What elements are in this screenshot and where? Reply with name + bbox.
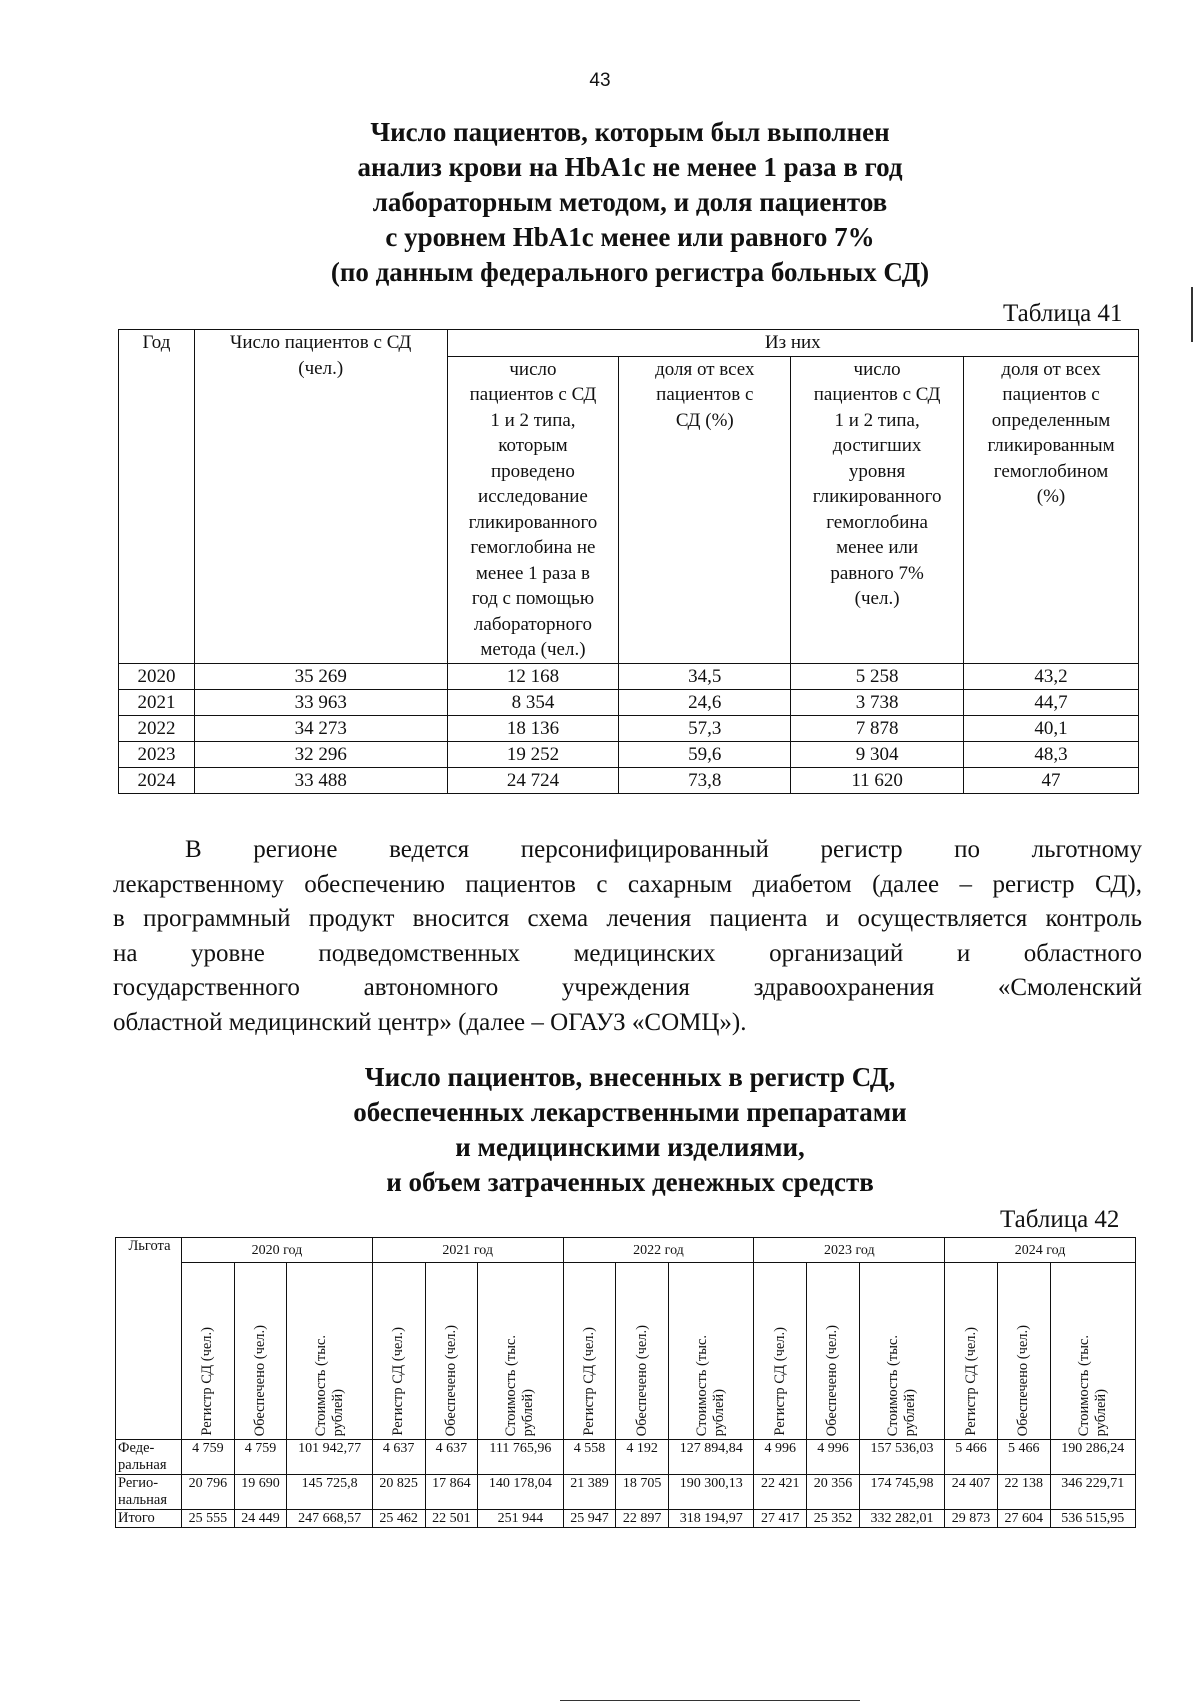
table-cell: 190 286,24 [1050,1440,1135,1475]
table-cell: 22 138 [997,1475,1050,1510]
table-cell: 536 515,95 [1050,1510,1135,1528]
header-total-patients: Число пациентов с СД (чел.) [194,330,447,664]
table-cell: 5 258 [791,663,964,689]
table-cell: 4 996 [807,1440,860,1475]
vertical-subheader: Обеспечено (чел.) [616,1263,669,1440]
table-cell: 2023 [119,741,195,767]
table-cell: 4 996 [754,1440,807,1475]
table-cell: 34 273 [194,715,447,741]
table-cell: 332 282,01 [859,1510,944,1528]
table-cell: 25 462 [372,1510,425,1528]
table41-caption: Таблица 41 [1003,300,1123,327]
table-cell: 8 354 [447,689,619,715]
table-cell: 2021 [119,689,195,715]
table-cell: 35 269 [194,663,447,689]
table-row [119,689,1139,715]
year-header: 2021 год [372,1238,563,1263]
table-cell: 140 178,04 [478,1475,563,1510]
vertical-subheader: Стоимость (тыс. рублей) [669,1263,754,1440]
header-of-them: Из них [447,330,1139,357]
table-cell: 32 296 [194,741,447,767]
table-cell: 12 168 [447,663,619,689]
table-row [116,1440,1136,1475]
vertical-subheader: Стоимость (тыс. рублей) [859,1263,944,1440]
vertical-subheader: Обеспечено (чел.) [425,1263,478,1440]
table-cell: 25 947 [563,1510,616,1528]
table-cell: 33 963 [194,689,447,715]
table-cell: 3 738 [791,689,964,715]
table-row [119,741,1139,767]
table-cell: 25 352 [807,1510,860,1528]
table-row [119,715,1139,741]
table42-caption: Таблица 42 [1000,1206,1120,1233]
body-paragraph: В регионе ведется персонифицированный регистр по льготному лекарственному обеспечению пациентов с сахарным диабетом (далее – регистр СД), в программный продукт вносится схема лечения пациента и осуществляется контроль на уровне подведомственных медицинских организаций и областного государственного автономного учреждения здравоохранения «Смоленский областной медицинский центр» (далее – ОГАУЗ «СОМЦ»). [113,836,1142,1036]
table-cell: 57,3 [619,715,791,741]
table-cell: 9 304 [791,741,964,767]
table-cell: 48,3 [964,741,1139,767]
table-41 [118,329,1139,794]
table-cell: 11 620 [791,767,964,793]
table-cell: 22 421 [754,1475,807,1510]
page-number: 43 [589,70,611,91]
table-cell: 19 690 [234,1475,287,1510]
table-42 [115,1237,1136,1528]
table-cell: 4 637 [372,1440,425,1475]
table-cell: 25 555 [182,1510,235,1528]
vertical-subheader: Регистр СД (чел.) [563,1263,616,1440]
row-label: Итого [116,1510,182,1528]
subheader-2: доля от всех пациентов с СД (%) [619,356,791,663]
table-cell: 33 488 [194,767,447,793]
table-cell: 5 466 [997,1440,1050,1475]
vertical-subheader: Обеспечено (чел.) [234,1263,287,1440]
table-cell: 145 725,8 [287,1475,372,1510]
table-cell: 318 194,97 [669,1510,754,1528]
header-benefit: Льгота [116,1238,182,1440]
table-cell: 40,1 [964,715,1139,741]
table-cell: 47 [964,767,1139,793]
year-header: 2024 год [945,1238,1136,1263]
table-cell: 34,5 [619,663,791,689]
vertical-subheader: Стоимость (тыс. рублей) [1050,1263,1135,1440]
table-cell: 111 765,96 [478,1440,563,1475]
table-cell: 43,2 [964,663,1139,689]
table-cell: 18 705 [616,1475,669,1510]
table-cell: 4 637 [425,1440,478,1475]
table-cell: 27 604 [997,1510,1050,1528]
table-cell: 17 864 [425,1475,478,1510]
table-row [116,1475,1136,1510]
table-row [116,1510,1136,1528]
vertical-subheader: Обеспечено (чел.) [807,1263,860,1440]
table-cell: 22 897 [616,1510,669,1528]
table-cell: 4 759 [234,1440,287,1475]
table-row [119,663,1139,689]
vertical-subheader: Регистр СД (чел.) [754,1263,807,1440]
table-cell: 59,6 [619,741,791,767]
table-cell: 190 300,13 [669,1475,754,1510]
subheader-1: число пациентов с СД 1 и 2 типа, которым проведено исследование гликированного гемоглобина не менее 1 раза в год с помощью лабораторного метода (чел.) [447,356,619,663]
table-cell: 20 356 [807,1475,860,1510]
header-year: Год [119,330,195,664]
table-cell: 22 501 [425,1510,478,1528]
table-cell: 29 873 [945,1510,998,1528]
table-cell: 20 796 [182,1475,235,1510]
table42-title: Число пациентов, внесенных в регистр СД, обеспеченных лекарственными препаратами и медицинскими изделиями, и объем затраченных денежных средств [353,1062,907,1197]
table-cell: 2024 [119,767,195,793]
vertical-subheader: Стоимость (тыс. рублей) [478,1263,563,1440]
subheader-3: число пациентов с СД 1 и 2 типа, достигших уровня гликированного гемоглобина менее или равного 7% (чел.) [791,356,964,663]
table-cell: 18 136 [447,715,619,741]
table-cell: 101 942,77 [287,1440,372,1475]
vertical-subheader: Регистр СД (чел.) [945,1263,998,1440]
table-cell: 20 825 [372,1475,425,1510]
table-cell: 346 229,71 [1050,1475,1135,1510]
table-cell: 21 389 [563,1475,616,1510]
vertical-subheader: Регистр СД (чел.) [372,1263,425,1440]
table-cell: 2022 [119,715,195,741]
table-cell: 24 407 [945,1475,998,1510]
table-cell: 174 745,98 [859,1475,944,1510]
subheader-4: доля от всех пациентов с определенным гликированным гемоглобином (%) [964,356,1139,663]
table-cell: 19 252 [447,741,619,767]
table-cell: 157 536,03 [859,1440,944,1475]
year-header: 2023 год [754,1238,945,1263]
table-cell: 127 894,84 [669,1440,754,1475]
year-header: 2022 год [563,1238,754,1263]
table-cell: 4 192 [616,1440,669,1475]
table-cell: 24 724 [447,767,619,793]
scan-artifact [1191,287,1193,342]
vertical-subheader: Обеспечено (чел.) [997,1263,1050,1440]
table-cell: 7 878 [791,715,964,741]
table-cell: 251 944 [478,1510,563,1528]
table-cell: 24,6 [619,689,791,715]
table-cell: 4 558 [563,1440,616,1475]
row-label: Регио- нальная [116,1475,182,1510]
vertical-subheader: Стоимость (тыс. рублей) [287,1263,372,1440]
table-cell: 5 466 [945,1440,998,1475]
table-row [119,767,1139,793]
table-cell: 44,7 [964,689,1139,715]
vertical-subheader: Регистр СД (чел.) [182,1263,235,1440]
table-cell: 27 417 [754,1510,807,1528]
table-cell: 73,8 [619,767,791,793]
table-cell: 24 449 [234,1510,287,1528]
year-header: 2020 год [182,1238,373,1263]
table-cell: 247 668,57 [287,1510,372,1528]
row-label: Феде- ральная [116,1440,182,1475]
scan-artifact [560,1700,860,1701]
table-cell: 2020 [119,663,195,689]
table41-title: Число пациентов, которым был выполнен анализ крови на HbA1c не менее 1 раза в год лабораторным методом, и доля пациентов с уровнем HbA1c менее или равного 7% (по данным федерального регистра больных СД) [330,117,930,287]
table-cell: 4 759 [182,1440,235,1475]
